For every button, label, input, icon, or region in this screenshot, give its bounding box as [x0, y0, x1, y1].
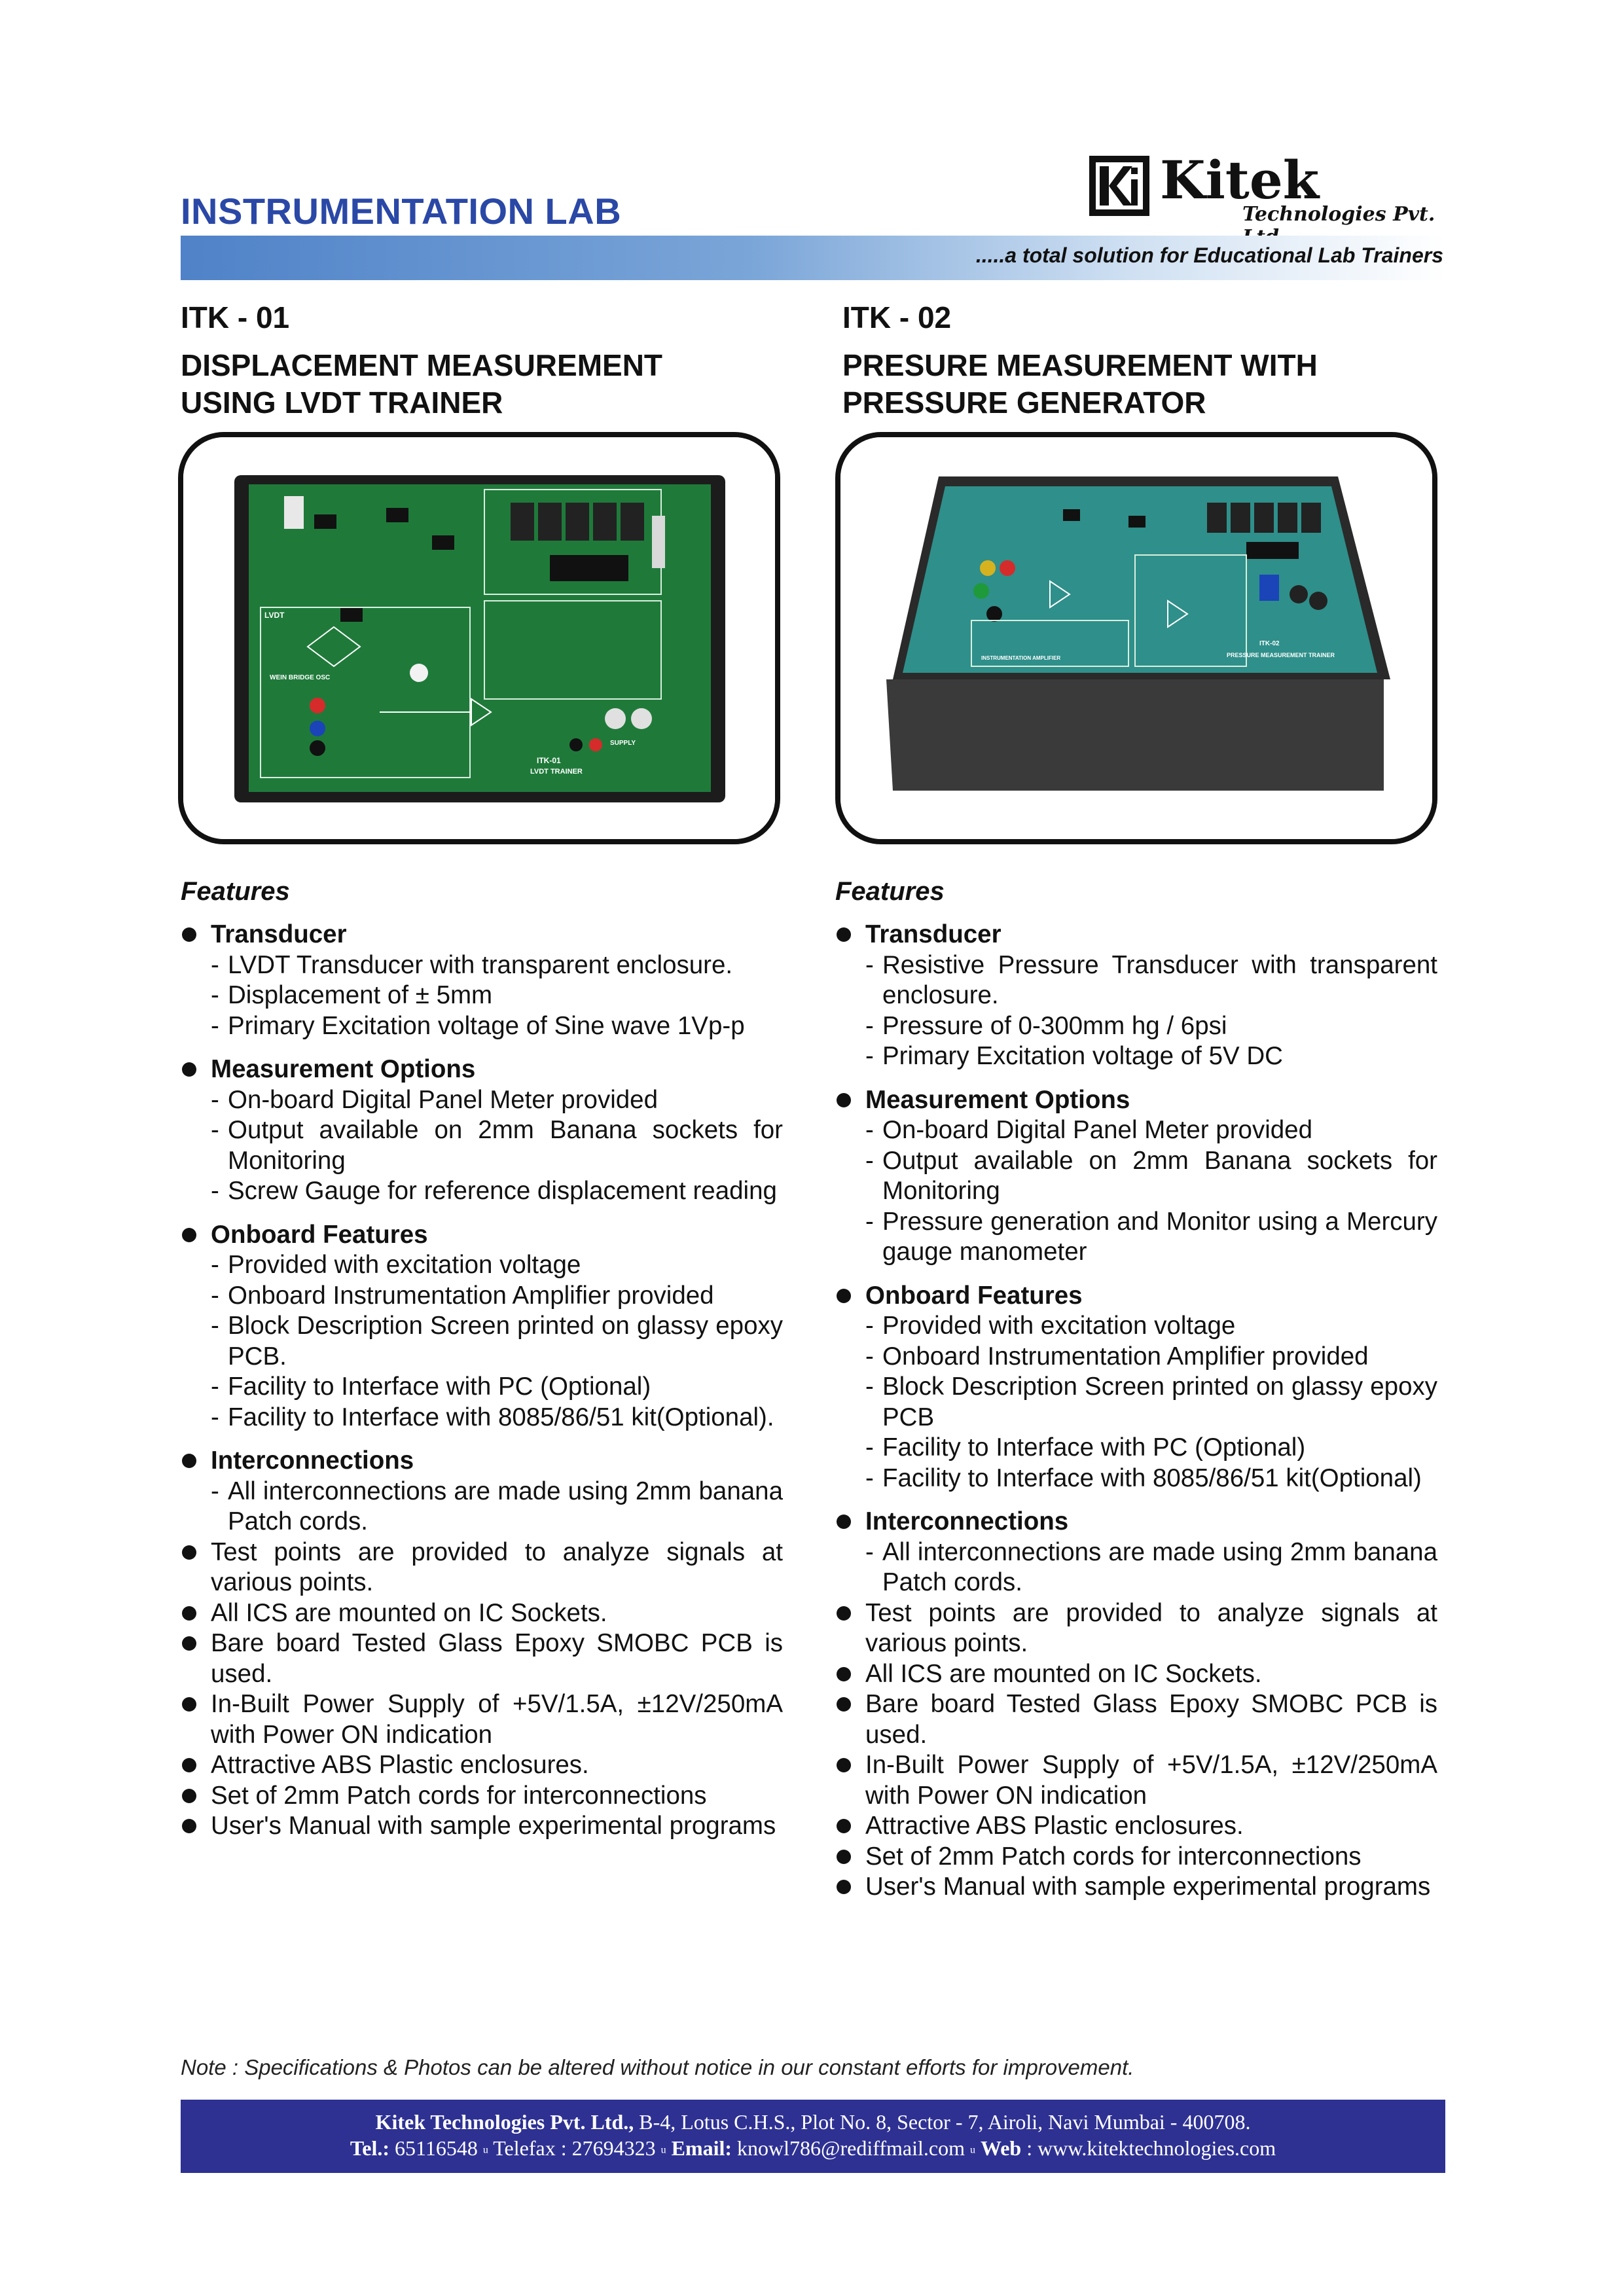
feature-sub-item: - Facility to Interface with PC (Optional) [865, 1433, 1306, 1462]
feature-sub-item: - Provided with excitation voltage [211, 1251, 581, 1279]
footer-separator: u [482, 2144, 488, 2156]
inst-amp-label: INSTRUMENTATION AMPLIFIER [981, 655, 1061, 661]
footer-tel: 65116548 [389, 2136, 483, 2160]
bullet-icon [837, 1667, 851, 1681]
bullet-icon [182, 1758, 196, 1772]
bullet-icon [182, 927, 196, 942]
footer-address: B-4, Lotus C.H.S., Plot No. 8, Sector - 7, Airoli, Navi Mumbai - 400708. [634, 2110, 1251, 2134]
footer-tel-label: Tel.: [350, 2136, 389, 2160]
logo-name: Kitek [1160, 149, 1320, 211]
feature-bullet: Attractive ABS Plastic enclosures. [835, 1811, 1437, 1842]
bullet-icon [837, 1093, 851, 1107]
feature-group-heading: Interconnections [865, 1507, 1069, 1535]
feature-group-heading: Onboard Features [865, 1281, 1083, 1310]
footer-email-label: Email: [671, 2136, 732, 2160]
feature-group-heading: Interconnections [211, 1446, 414, 1475]
feature-sub-item: - Block Description Screen printed on glassy epoxy PCB. [211, 1312, 783, 1371]
feature-sub-item: - Facility to Interface with PC (Optional) [211, 1372, 651, 1401]
feature-sub-item: - Pressure of 0-300mm hg / 6psi [865, 1011, 1227, 1040]
bullet-icon [837, 1850, 851, 1864]
feature-bullet: In-Built Power Supply of +5V/1.5A, ±12V/250mA with Power ON indication [835, 1750, 1437, 1811]
feature-bullet: User's Manual with sample experimental programs [835, 1872, 1437, 1903]
wein-bridge-label: WEIN BRIDGE OSC [270, 674, 331, 681]
right-product-header [842, 300, 1458, 422]
feature-bullet: In-Built Power Supply of +5V/1.5A, ±12V/250mA with Power ON indication [181, 1689, 783, 1750]
bullet-icon [837, 1289, 851, 1303]
feature-group-onboard [835, 1281, 1437, 1312]
bullet-icon [837, 927, 851, 942]
left-product-header [181, 300, 796, 422]
footer-telefax: Telefax : 27694323 [488, 2136, 661, 2160]
itk01-label: ITK-01 [537, 756, 561, 765]
footer-contact-bar [181, 2100, 1445, 2173]
bullet-icon [837, 1697, 851, 1712]
feature-bullet: Set of 2mm Patch cords for interconnections [835, 1842, 1437, 1873]
feature-sub-item: - Facility to Interface with 8085/86/51 kit(Optional). [211, 1403, 774, 1431]
right-product-photo [835, 432, 1437, 844]
feature-bullet: Test points are provided to analyze signals at various points. [181, 1537, 783, 1598]
feature-group-heading: Transducer [211, 920, 347, 948]
feature-bullet: Test points are provided to analyze signals at various points. [835, 1598, 1437, 1659]
bullet-icon [182, 1228, 196, 1242]
feature-sub-item: - Provided with excitation voltage [865, 1312, 1236, 1340]
feature-sub-item: - On-board Digital Panel Meter provided [865, 1116, 1312, 1144]
left-feature-list [181, 920, 783, 1842]
kitek-logo [1087, 149, 1440, 228]
feature-bullet: Set of 2mm Patch cords for interconnections [181, 1781, 783, 1812]
pressure-trainer-image [840, 437, 1432, 839]
feature-sub-item: - Pressure generation and Monitor using a Mercury gauge manometer [865, 1207, 1437, 1266]
feature-sub-item: - Output available on 2mm Banana sockets for Monitoring [211, 1116, 783, 1175]
feature-bullet: Attractive ABS Plastic enclosures. [181, 1750, 783, 1781]
right-features-heading: Features [835, 877, 945, 906]
feature-group-transducer [181, 920, 783, 950]
feature-sub-item: - Displacement of ± 5mm [211, 981, 493, 1009]
right-feature-list [835, 920, 1437, 1903]
feature-sub-item: - Block Description Screen printed on glassy epoxy PCB [865, 1372, 1437, 1431]
bullet-icon [837, 1758, 851, 1772]
right-model: ITK - 02 [842, 300, 952, 334]
footer-email[interactable]: knowl786@rediffmail.com [732, 2136, 970, 2160]
feature-group-onboard [181, 1220, 783, 1251]
bullet-icon [182, 1454, 196, 1468]
bullet-icon [182, 1819, 196, 1833]
feature-sub-item: - Resistive Pressure Transducer with transparent enclosure. [865, 950, 1437, 1009]
feature-bullet: Bare board Tested Glass Epoxy SMOBC PCB is used. [835, 1689, 1437, 1750]
feature-group-measurement [835, 1085, 1437, 1116]
left-model: ITK - 01 [181, 300, 290, 334]
feature-bullet: User's Manual with sample experimental programs [181, 1811, 783, 1842]
feature-group-interconnections [835, 1507, 1437, 1537]
left-features-heading: Features [181, 877, 290, 906]
footer-web-label: Web [980, 2136, 1022, 2160]
left-title-line1: DISPLACEMENT MEASUREMENT [181, 348, 663, 382]
lab-title: INSTRUMENTATION LAB [181, 190, 622, 232]
lvdt-trainer-image [183, 437, 775, 839]
feature-sub-item: - Facility to Interface with 8085/86/51 kit(Optional) [865, 1463, 1422, 1492]
bullet-icon [182, 1606, 196, 1621]
right-product-title [842, 347, 1458, 422]
feature-sub-item: - Primary Excitation voltage of 5V DC [865, 1042, 1283, 1070]
left-product-title [181, 347, 796, 422]
feature-group-heading: Measurement Options [865, 1085, 1130, 1114]
bullet-icon [837, 1515, 851, 1529]
feature-group-heading: Measurement Options [211, 1055, 476, 1083]
bullet-icon [182, 1636, 196, 1651]
footer-web[interactable]: : www.kitektechnologies.com [1021, 2136, 1276, 2160]
lvdt-trainer-label: LVDT TRAINER [530, 768, 583, 776]
supply-label: SUPPLY [610, 740, 636, 747]
feature-sub-item: - Output available on 2mm Banana sockets for Monitoring [865, 1146, 1437, 1205]
feature-sub-item: - On-board Digital Panel Meter provided [211, 1085, 658, 1114]
left-title-line2: USING LVDT TRAINER [181, 386, 503, 420]
feature-sub-item: - All interconnections are made using 2mm banana Patch cords. [865, 1537, 1437, 1596]
bullet-icon [837, 1880, 851, 1894]
bullet-icon [837, 1819, 851, 1833]
right-title-line2: PRESSURE GENERATOR [842, 386, 1206, 420]
feature-sub-item: - LVDT Transducer with transparent enclosure. [211, 950, 733, 979]
feature-bullet: All ICS are mounted on IC Sockets. [835, 1659, 1437, 1690]
kitek-logo-mark-icon [1087, 153, 1152, 219]
footer-contact-line [181, 2135, 1445, 2164]
feature-group-heading: Transducer [865, 920, 1001, 948]
feature-sub-item: - Onboard Instrumentation Amplifier provided [211, 1281, 714, 1310]
footer-separator: u [969, 2144, 975, 2156]
footer-separator: u [660, 2144, 666, 2156]
feature-sub-item: - Onboard Instrumentation Amplifier provided [865, 1342, 1369, 1371]
feature-group-transducer [835, 920, 1437, 950]
right-title-line1: PRESURE MEASUREMENT WITH [842, 348, 1318, 382]
feature-sub-item: - Primary Excitation voltage of Sine wave 1Vp-p [211, 1011, 745, 1040]
feature-group-heading: Onboard Features [211, 1220, 428, 1249]
feature-bullet: All ICS are mounted on IC Sockets. [181, 1598, 783, 1629]
footer-address-line [181, 2109, 1445, 2135]
logo-subtitle: Technologies Pvt. [1242, 203, 1435, 226]
itk02-label: ITK-02 [1259, 640, 1280, 647]
feature-group-interconnections [181, 1446, 783, 1477]
feature-bullet: Bare board Tested Glass Epoxy SMOBC PCB is used. [181, 1628, 783, 1689]
bullet-icon [182, 1062, 196, 1077]
bullet-icon [182, 1789, 196, 1803]
left-product-photo [178, 432, 780, 844]
bullet-icon [182, 1697, 196, 1712]
footer-company: Kitek Technologies Pvt. Ltd., [375, 2110, 634, 2134]
lvdt-label: LVDT [264, 611, 285, 620]
bullet-icon [182, 1545, 196, 1560]
feature-group-measurement [181, 1054, 783, 1085]
feature-sub-item: - Screw Gauge for reference displacement reading [211, 1177, 777, 1205]
feature-sub-item: - All interconnections are made using 2mm banana Patch cords. [211, 1477, 783, 1535]
pressure-trainer-label: PRESSURE MEASUREMENT TRAINER [1227, 652, 1335, 658]
tagline: .....a total solution for Educational Lab Trainers [975, 243, 1443, 267]
bullet-icon [837, 1606, 851, 1621]
disclaimer-note: Note : Specifications & Photos can be altered without notice in our constant efforts for improvement. [181, 2055, 1134, 2079]
